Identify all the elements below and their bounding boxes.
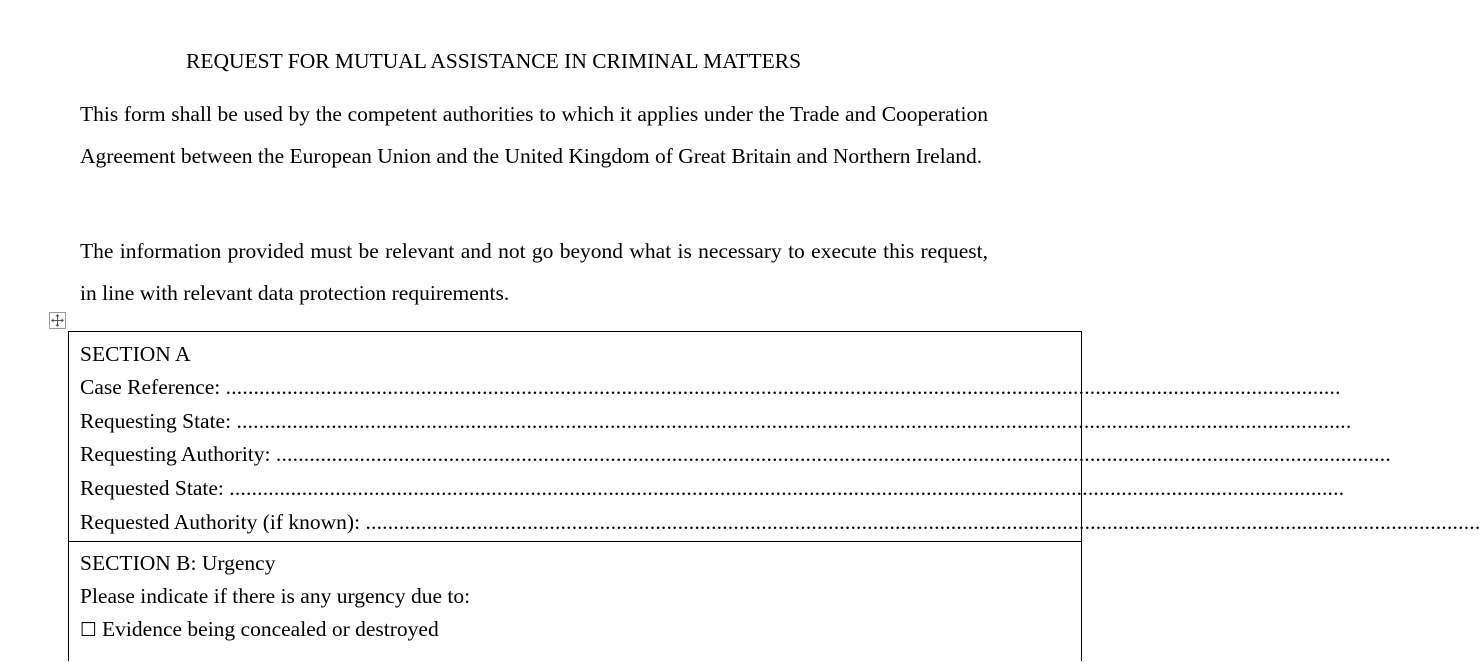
urgency-option-evidence[interactable] bbox=[80, 615, 439, 644]
checkbox[interactable]: ☐ bbox=[80, 619, 98, 641]
urgency-option-label: Evidence being concealed or destroyed bbox=[102, 617, 439, 641]
requested-authority-dots: ........................................................................................................................................................................................................ bbox=[365, 510, 1480, 534]
requesting-state-field[interactable] bbox=[80, 407, 1352, 435]
requested-state-field[interactable] bbox=[80, 474, 1345, 502]
case-reference-dots: ........................................................................................................................................................................................................ bbox=[225, 375, 1341, 399]
case-reference-label: Case Reference: bbox=[80, 375, 226, 399]
document-title: REQUEST FOR MUTUAL ASSISTANCE IN CRIMINAL MATTERS bbox=[186, 49, 802, 73]
requested-authority-label: Requested Authority (if known): bbox=[80, 510, 366, 534]
request-form-table bbox=[68, 331, 1480, 661]
four-way-arrow-icon bbox=[50, 313, 65, 328]
case-reference-field[interactable] bbox=[80, 373, 1341, 401]
requesting-authority-label: Requesting Authority: bbox=[80, 442, 276, 466]
section-a-heading: SECTION A bbox=[80, 342, 191, 366]
intro-paragraph: This form shall be used by the competent authorities to which it applies under the Trade and Cooperation Agreement between the European Union and the United Kingdom of Great Britain and Northern Ireland. bbox=[80, 102, 988, 168]
table-move-handle[interactable] bbox=[49, 312, 66, 329]
requesting-authority-field[interactable] bbox=[80, 440, 1391, 468]
requesting-authority-dots: ........................................................................................................................................................................................................ bbox=[275, 442, 1391, 466]
requested-authority-field[interactable] bbox=[80, 508, 1480, 536]
section-b-heading: SECTION B: Urgency bbox=[80, 551, 276, 575]
section-b-cell bbox=[69, 542, 1081, 662]
data-protection-paragraph: The information provided must be relevant and not go beyond what is necessary to execute this request, in line with relevant data protection requirements. bbox=[80, 239, 988, 305]
requesting-state-dots: ........................................................................................................................................................................................................ bbox=[236, 409, 1352, 433]
section-a-cell bbox=[69, 332, 1480, 542]
requested-state-dots: ........................................................................................................................................................................................................ bbox=[229, 476, 1345, 500]
requested-state-label: Requested State: bbox=[80, 476, 230, 500]
requesting-state-label: Requesting State: bbox=[80, 409, 237, 433]
urgency-prompt: Please indicate if there is any urgency due to: bbox=[80, 584, 471, 608]
